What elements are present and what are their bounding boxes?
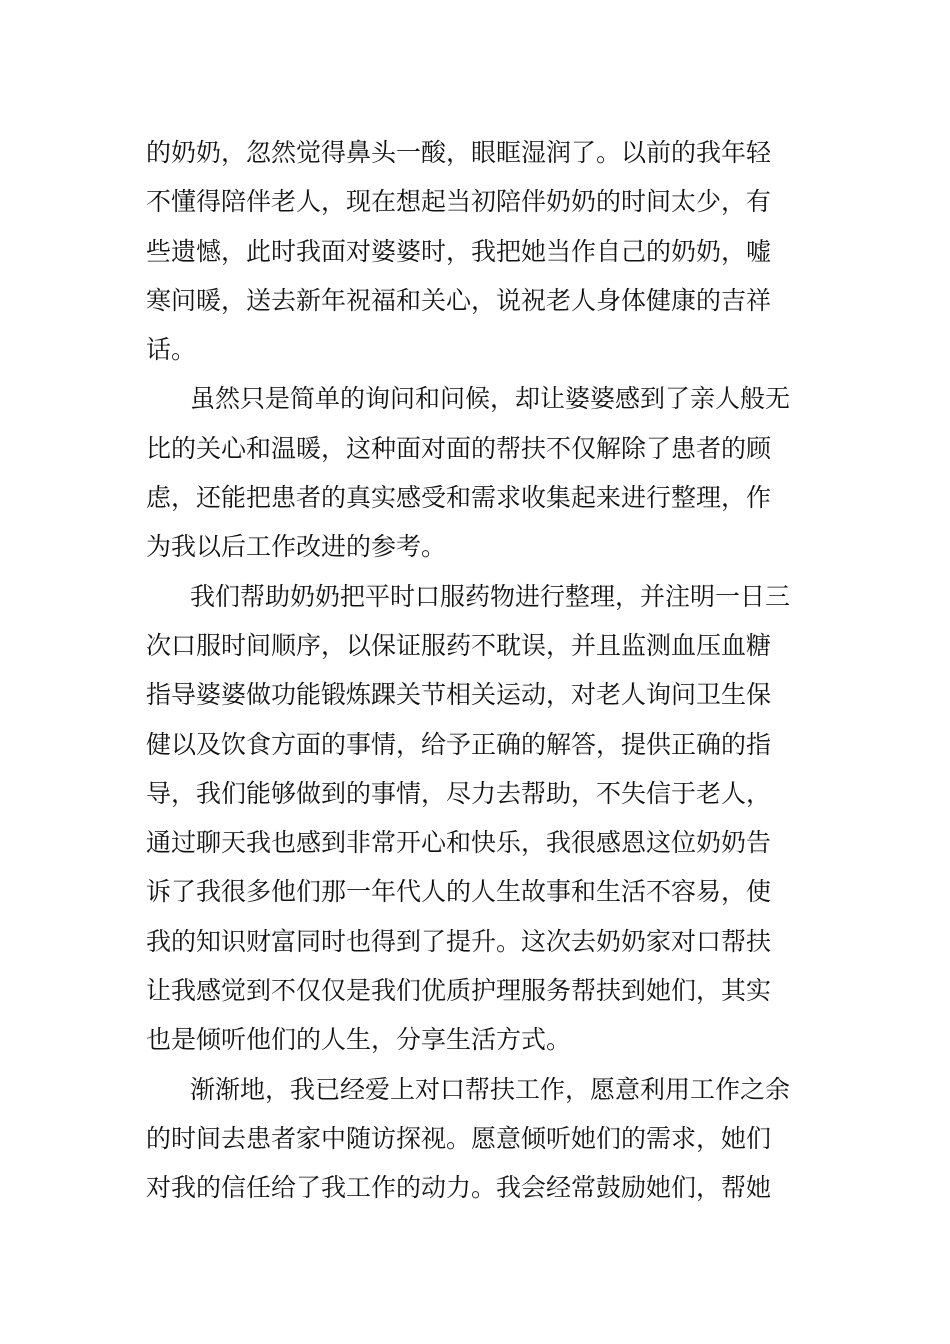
body-text — [146, 128, 806, 1213]
text-line: 不懂得陪伴老人，现在想起当初陪伴奶奶的时间太少，有 — [146, 187, 772, 217]
paragraph-first-line: 渐渐地，我已经爱上对口帮扶工作，愿意利用工作之余 — [190, 1074, 791, 1104]
text-line: 指导婆婆做功能锻炼踝关节相关运动，对老人询问卫生保 — [146, 680, 772, 710]
text-line: 诉了我很多他们那一年代人的人生故事和生活不容易，使 — [146, 877, 772, 907]
text-line: 为我以后工作改进的参考。 — [146, 532, 447, 562]
text-line: 健以及饮食方面的事情，给予正确的解答，提供正确的指 — [146, 729, 772, 759]
text-line: 比的关心和温暖，这种面对面的帮扶不仅解除了患者的顾 — [146, 433, 772, 463]
text-line: 我的知识财富同时也得到了提升。这次去奶奶家对口帮扶 — [146, 926, 772, 956]
paragraph-first-line: 虽然只是简单的询问和问候，却让婆婆感到了亲人般无 — [190, 384, 791, 414]
text-line: 次口服时间顺序，以保证服药不耽误，并且监测血压血糖 — [146, 630, 772, 660]
text-line: 话。 — [146, 335, 197, 365]
text-line: 让我感觉到不仅仅是我们优质护理服务帮扶到她们，其实 — [146, 976, 772, 1006]
text-line: 的奶奶，忽然觉得鼻头一酸，眼眶湿润了。以前的我年轻 — [146, 138, 772, 167]
text-line: 对我的信任给了我工作的动力。我会经常鼓励她们，帮她 — [146, 1173, 772, 1203]
text-line: 虑，还能把患者的真实感受和需求收集起来进行整理，作 — [146, 483, 772, 513]
text-line: 也是倾听他们的人生，分享生活方式。 — [146, 1025, 572, 1055]
text-line: 导，我们能够做到的事情，尽力去帮助，不失信于老人， — [146, 778, 772, 808]
text-line: 些遗憾，此时我面对婆婆时，我把她当作自己的奶奶，嘘 — [146, 236, 772, 266]
paragraph-first-line: 我们帮助奶奶把平时口服药物进行整理，并注明一日三 — [190, 581, 791, 611]
text-line: 通过聊天我也感到非常开心和快乐，我很感恩这位奶奶告 — [146, 828, 772, 858]
text-line: 寒问暖，送去新年祝福和关心，说祝老人身体健康的吉祥 — [146, 285, 772, 315]
text-line: 的时间去患者家中随访探视。愿意倾听她们的需求，她们 — [146, 1123, 772, 1153]
